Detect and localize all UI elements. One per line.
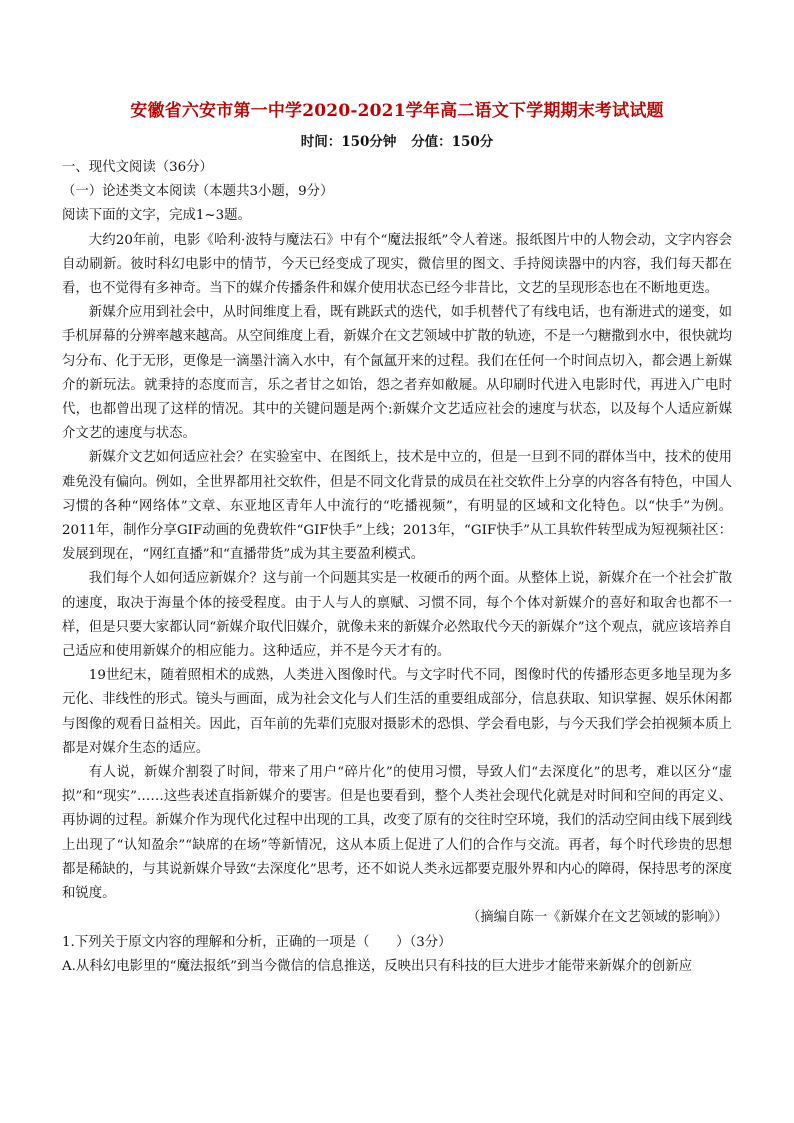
section-heading: 一、现代文阅读（36分）: [62, 160, 213, 175]
exam-title: 安徽省六安市第一中学2020-2021学年高二语文下学期期末考试试题: [130, 101, 664, 121]
passage-paragraph-2: 新媒介应用到社会中，从时间维度上看，既有跳跃式的迭代，如手机替代了有线电话，也有渐进式的递变，如手机屏幕的分辨率越来越高。从空间维度上看，新媒介在文艺领域中扩散的轨迹，不是一勺糖撒到水中，很快就均匀分布、化于无形，更像是一滴墨汁滴入水中，有个氤氲开来的过程。我们在任何一个时间点切入，都会遇上新媒介的新玩法。就秉持的态度而言，乐之者甘之如饴，怨之者弃如敝屣。从印刷时代进入电影时代，再进入广电时代，也都曾出现了这样的情况。其中的关键问题是两个:新媒介文艺适应社会的速度与状态，以及每个人适应新媒介文艺的速度与状态。: [62, 305, 732, 442]
exam-meta: [0, 130, 794, 150]
passage-paragraph-1: 大约20年前，电影《哈利·波特与魔法石》中有个“魔法报纸”令人着迷。报纸图片中的人物会动，文字内容会自动刷新。彼时科幻电影中的情节，今天已经变成了现实，微信里的图文、手持阅读器中的内容，我们每天都在看，也不觉得有多神奇。当下的媒介传播条件和媒介使用状态已经今非昔比，文艺的呈现形态也在不断地更迭。: [62, 232, 732, 297]
reading-instruction: 阅读下面的文字，完成1~3题。: [62, 208, 251, 224]
exam-content: [62, 156, 732, 979]
passage-paragraph-5: 19世纪末，随着照相术的成熟，人类进入图像时代。与文字时代不同，图像时代的传播形态更多地呈现为多元化、非线性的形式。镜头与画面，成为社会文化与人们生活的重要组成部分，信息获取、知识掌握、娱乐休闲都与图像的观看日益相关。因此，百年前的先辈们克服对摄影术的恐惧、学会看电影，与今天我们学会拍视频本质上都是对媒介生态的适应。: [62, 668, 732, 756]
question-1-option-a: A.从科幻电影里的“魔法报纸”到当今微信的信息推送，反映出只有科技的巨大进步才能带来新媒介的创新应: [62, 958, 693, 974]
question-1-stem: 1.下列关于原文内容的理解和分析，正确的一项是（ ）（3分）: [62, 934, 452, 950]
exam-time: 时间：150分钟: [300, 134, 397, 150]
passage-source: （摘编自陈一《新媒介在文艺领域的影响》）: [466, 910, 728, 926]
subsection-heading: （一）论述类文本阅读（本题共3小题，9分）: [62, 184, 334, 200]
passage-paragraph-6: 有人说，新媒介割裂了时间，带来了用户“碎片化”的使用习惯，导致人们“去深度化”的思考，难以区分“虚拟”和“现实”……这些表述直指新媒介的要害。但是也要看到，整个人类社会现代化就是对时间和空间的再定义、再协调的过程。新媒介作为现代化过程中出现的工具，改变了原有的交往时空环境，我们的活动空间由线下展到线上出现了“认知盈余”“缺席的在场”等新情况，这从本质上促进了人们的合作与交流。再者，每个时代珍贵的思想都是稀缺的，与其说新媒介导致“去深度化”思考，还不如说人类永远都要克服外界和内心的障碍，保持思考的深度和锐度。: [62, 765, 732, 902]
exam-score: 分值：150分: [411, 134, 494, 150]
passage-paragraph-3: 新媒介文艺如何适应社会？在实验室中、在图纸上，技术是中立的，但是一旦到不同的群体当中，技术的使用难免没有偏向。例如，全世界都用社交软件，但是不同文化背景的成员在社交软件上分享的内容各有特色，中国人习惯的各种“网络体”文章、东亚地区青年人中流行的“吃播视频”，有明显的区域和文化特色。以“快手”为例。2011年，制作分享GIF动画的免费软件“GIF快手”上线；2013年，“GIF快手”从工具软件转型成为短视频社区：发展到现在，“网红直播”和“直播带货”成为其主要盈利模式。: [62, 450, 732, 563]
passage-paragraph-4: 我们每个人如何适应新媒介？这与前一个问题其实是一枚硬币的两个面。从整体上说，新媒介在一个社会扩散的速度，取决于海量个体的接受程度。由于人与人的禀赋、习惯不同，每个个体对新媒介的喜好和取舍也都不一样，但是只要大家都认同“新媒介取代旧媒介，就像未来的新媒介必然取代今天的新媒介”这个观点，就应该培养自己适应和使用新媒介的相应能力。这种适应，并不是今天才有的。: [62, 571, 732, 660]
